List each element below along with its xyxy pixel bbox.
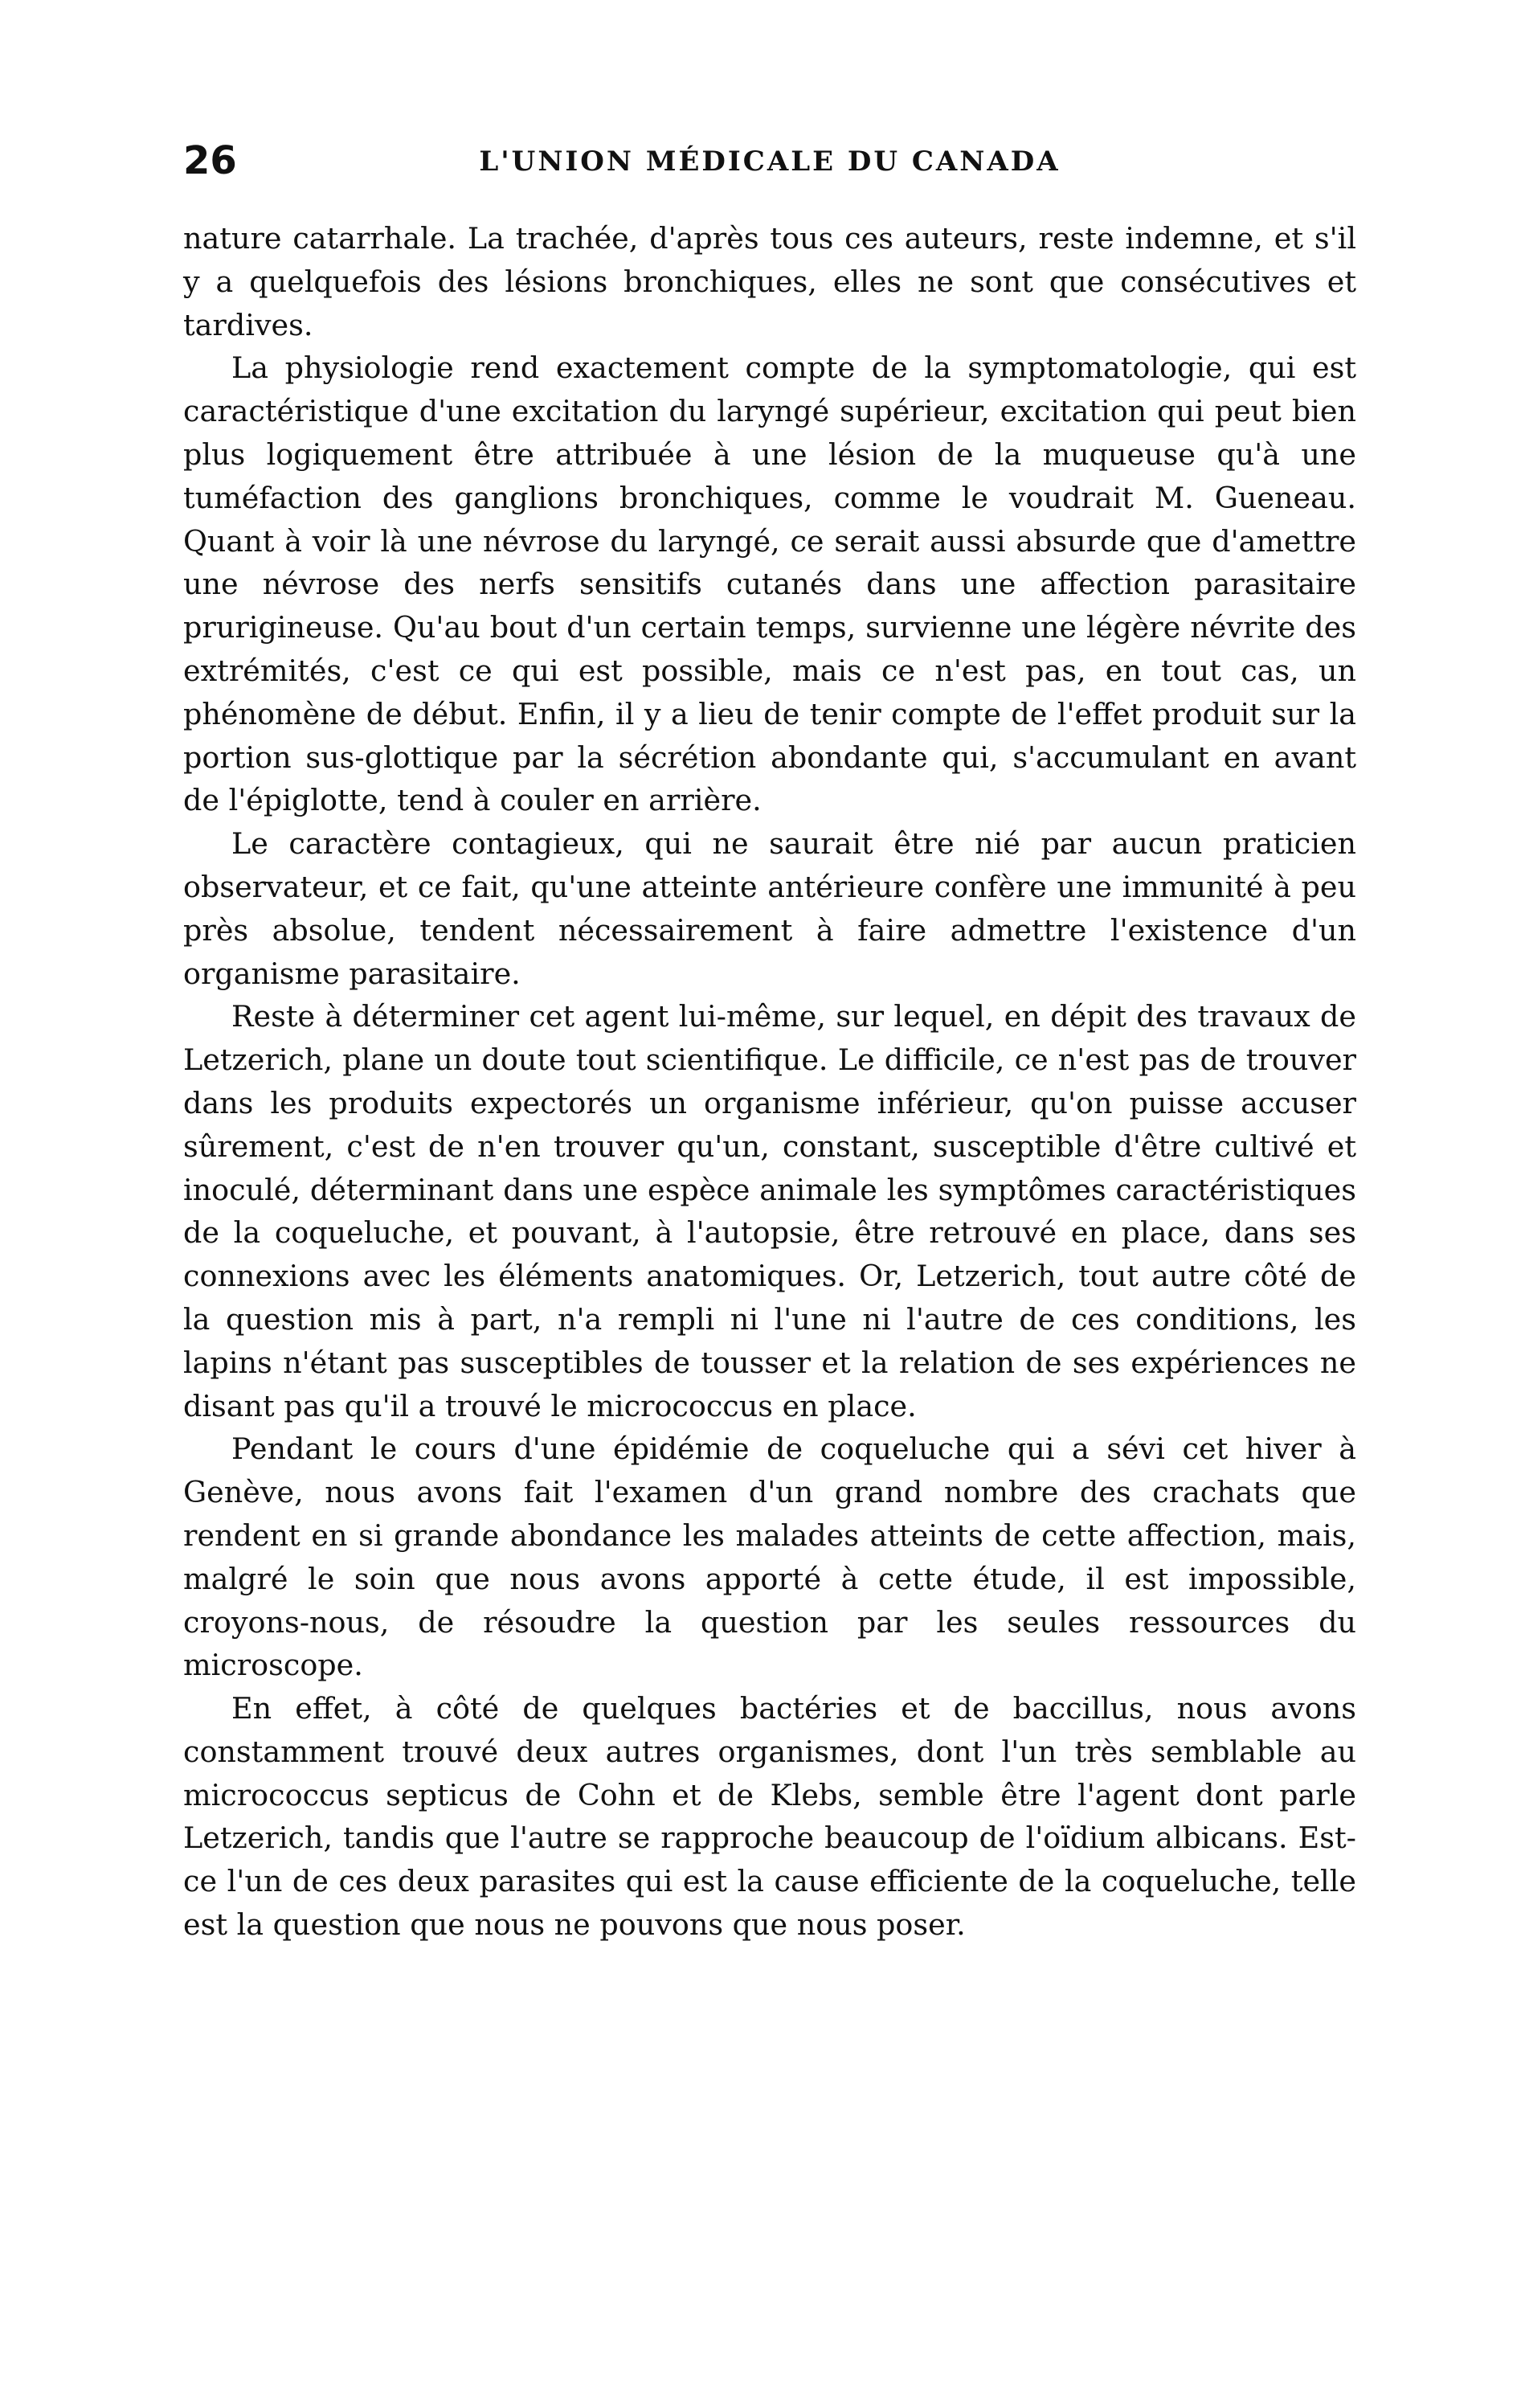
paragraph: nature catarrhale. La trachée, d'après tous ces auteurs, reste indemne, et s'il y a quelquefois des lésions bronchiques, elles ne sont que consécutives et tardives. <box>183 221 1356 342</box>
page-header <box>183 137 1356 201</box>
paragraph: Reste à déterminer cet agent lui-même, sur lequel, en dépit des travaux de Letzerich, plane un doute tout scientifique. Le difficile, ce n'est pas de trouver dans les produits expectorés un organisme inférieur, qu'on puisse accuser sûrement, c'est de n'en trouver qu'un, constant, susceptible d'être cultivé et inoculé, déterminant dans une espèce animale les symptômes caractéristiques de la coqueluche, et pouvant, à l'autopsie, être retrouvé en place, dans ses connexions avec les éléments anatomiques. Or, Letzerich, tout autre côté de la question mis à part, n'a rempli ni l'une ni l'autre de ces conditions, les lapins n'étant pas susceptibles de tousser et la relation de ses expériences ne disant pas qu'il a trouvé le micrococcus en place. <box>183 999 1356 1423</box>
paragraph: Le caractère contagieux, qui ne saurait être nié par aucun praticien observateur, et ce fait, qu'une atteinte antérieure confère une immunité à peu près absolue, tendent nécessairement à faire admettre l'existence d'un organisme parasitaire. <box>183 826 1356 991</box>
body-text <box>183 217 1356 1947</box>
paragraph: Pendant le cours d'une épidémie de coqueluche qui a sévi cet hiver à Genève, nous avons fait l'examen d'un grand nombre des crachats que rendent en si grande abondance les malades atteints de cette affection, mais, malgré le soin que nous avons apporté à cette étude, il est impossible, croyons-nous, de résoudre la question par les seules ressources du microscope. <box>183 1431 1356 1683</box>
running-head: L'UNION MÉDICALE DU CANADA <box>479 145 1061 178</box>
page <box>183 137 1356 1947</box>
paragraph: La physiologie rend exactement compte de la symptomatologie, qui est caractéristique d'une excitation du laryngé supérieur, excitation qui peut bien plus logiquement être attribuée à une lésion de la muqueuse qu'à une tuméfaction des ganglions bronchiques, comme le voudrait M. Gueneau. Quant à voir là une névrose du laryngé, ce serait aussi absurde que d'amettre une névrose des nerfs sensitifs cutanés dans une affection parasitaire prurigineuse. Qu'au bout d'un certain temps, survienne une légère névrite des extrémités, c'est ce qui est possible, mais ce n'est pas, en tout cas, un phénomène de début. Enfin, il y a lieu de tenir compte de l'effet produit sur la portion sus-glottique par la sécrétion abondante qui, s'accumulant en avant de l'épiglotte, tend à couler en arrière. <box>183 350 1356 818</box>
page-number: 26 <box>183 138 237 183</box>
paragraph: En effet, à côté de quelques bactéries et de baccillus, nous avons constamment trouvé deux autres organismes, dont l'un très semblable au micrococcus septicus de Cohn et de Klebs, semble être l'agent dont parle Letzerich, tandis que l'autre se rapproche beaucoup de l'oïdium albicans. Est-ce l'un de ces deux parasites qui est la cause efficiente de la coqueluche, telle est la question que nous ne pouvons que nous poser. <box>183 1691 1356 1943</box>
